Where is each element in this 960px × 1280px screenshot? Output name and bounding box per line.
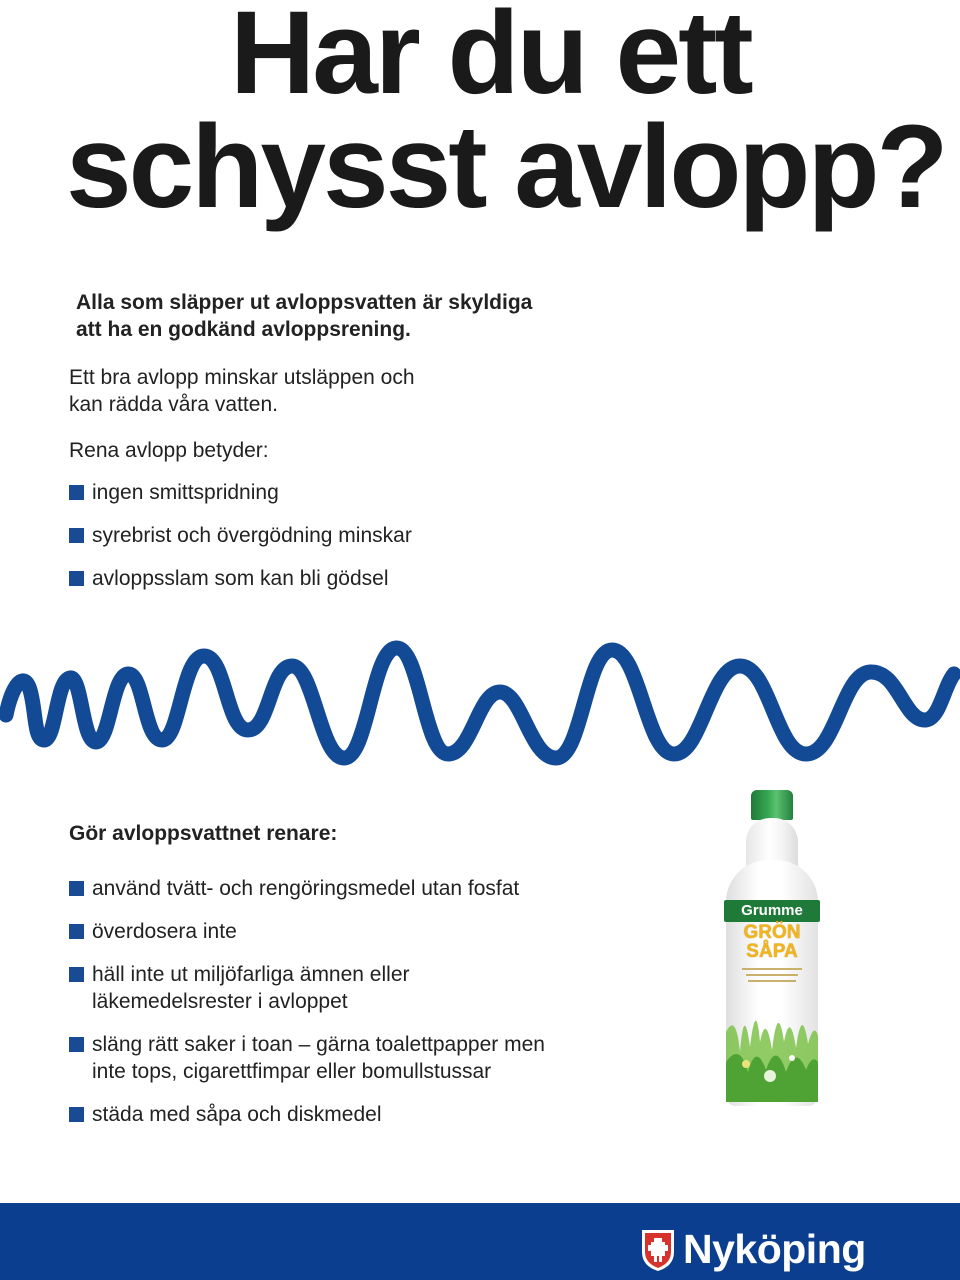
municipal-crest-icon xyxy=(640,1228,676,1272)
list-item xyxy=(69,522,412,549)
grass-illustration-icon xyxy=(726,992,818,1102)
list-item-text: häll inte ut miljöfarliga ämnen eller xyxy=(92,963,410,986)
list-item xyxy=(69,961,545,1015)
product-name-line-1: GRÖN xyxy=(743,922,801,943)
benefits-list xyxy=(69,479,412,592)
bullet-square-icon xyxy=(69,571,84,586)
list-item xyxy=(69,1101,545,1128)
label-fine-print xyxy=(742,968,802,970)
bullet-square-icon xyxy=(69,1107,84,1122)
list-item xyxy=(69,1031,545,1085)
list-item xyxy=(69,565,412,592)
intro-requirement-line-1: Alla som släpper ut avloppsvatten är skyldiga xyxy=(76,291,533,314)
list-item xyxy=(69,479,412,506)
product-name-line-2: SÅPA xyxy=(746,941,798,962)
list-item-text: läkemedelsrester i avloppet xyxy=(92,990,348,1013)
intro-paragraph xyxy=(69,364,669,418)
actions-heading: Gör avloppsvattnet renare: xyxy=(69,822,338,845)
headline xyxy=(66,0,946,233)
bullet-square-icon xyxy=(69,881,84,896)
bullet-square-icon xyxy=(69,924,84,939)
headline-line-2: schysst avlopp? xyxy=(66,101,946,233)
bullet-square-icon xyxy=(69,967,84,982)
list-item-text: ingen smittspridning xyxy=(92,481,279,504)
label-fine-print xyxy=(746,974,798,976)
bottle-cap-icon xyxy=(751,790,793,820)
intro-paragraph-line-1: Ett bra avlopp minskar utsläppen och xyxy=(69,366,415,389)
municipality-logo-text: Nyköping xyxy=(683,1226,866,1272)
list-item-text: släng rätt saker i toan – gärna toalettpapper men xyxy=(92,1033,545,1056)
bullet-square-icon xyxy=(69,485,84,500)
actions-list xyxy=(69,875,545,1128)
list-item xyxy=(69,875,545,902)
intro-requirement-line-2: att ha en godkänd avloppsrening. xyxy=(76,318,411,341)
wave-decoration xyxy=(0,630,960,770)
intro-paragraph-line-2: kan rädda våra vatten. xyxy=(69,393,278,416)
list-item-text: avloppsslam som kan bli gödsel xyxy=(92,567,389,590)
list-item-text: syrebrist och övergödning minskar xyxy=(92,524,412,547)
list-item-text: inte tops, cigarettfimpar eller bomullstussar xyxy=(92,1060,492,1083)
bullet-square-icon xyxy=(69,1037,84,1052)
intro-requirement xyxy=(76,289,676,343)
product-brand: Grumme xyxy=(724,900,820,922)
list-item-text: städa med såpa och diskmedel xyxy=(92,1103,382,1126)
headline-line-1: Har du ett xyxy=(230,0,751,119)
list-item-text: använd tvätt- och rengöringsmedel utan fosfat xyxy=(92,877,520,900)
benefits-heading-text: Rena avlopp betyder: xyxy=(69,439,269,462)
bullet-square-icon xyxy=(69,528,84,543)
label-fine-print xyxy=(748,980,796,982)
wave-line xyxy=(6,648,954,758)
product-bottle-image xyxy=(712,782,832,1122)
benefits-heading xyxy=(69,437,669,464)
list-item-text: överdosera inte xyxy=(92,920,237,943)
list-item xyxy=(69,918,545,945)
